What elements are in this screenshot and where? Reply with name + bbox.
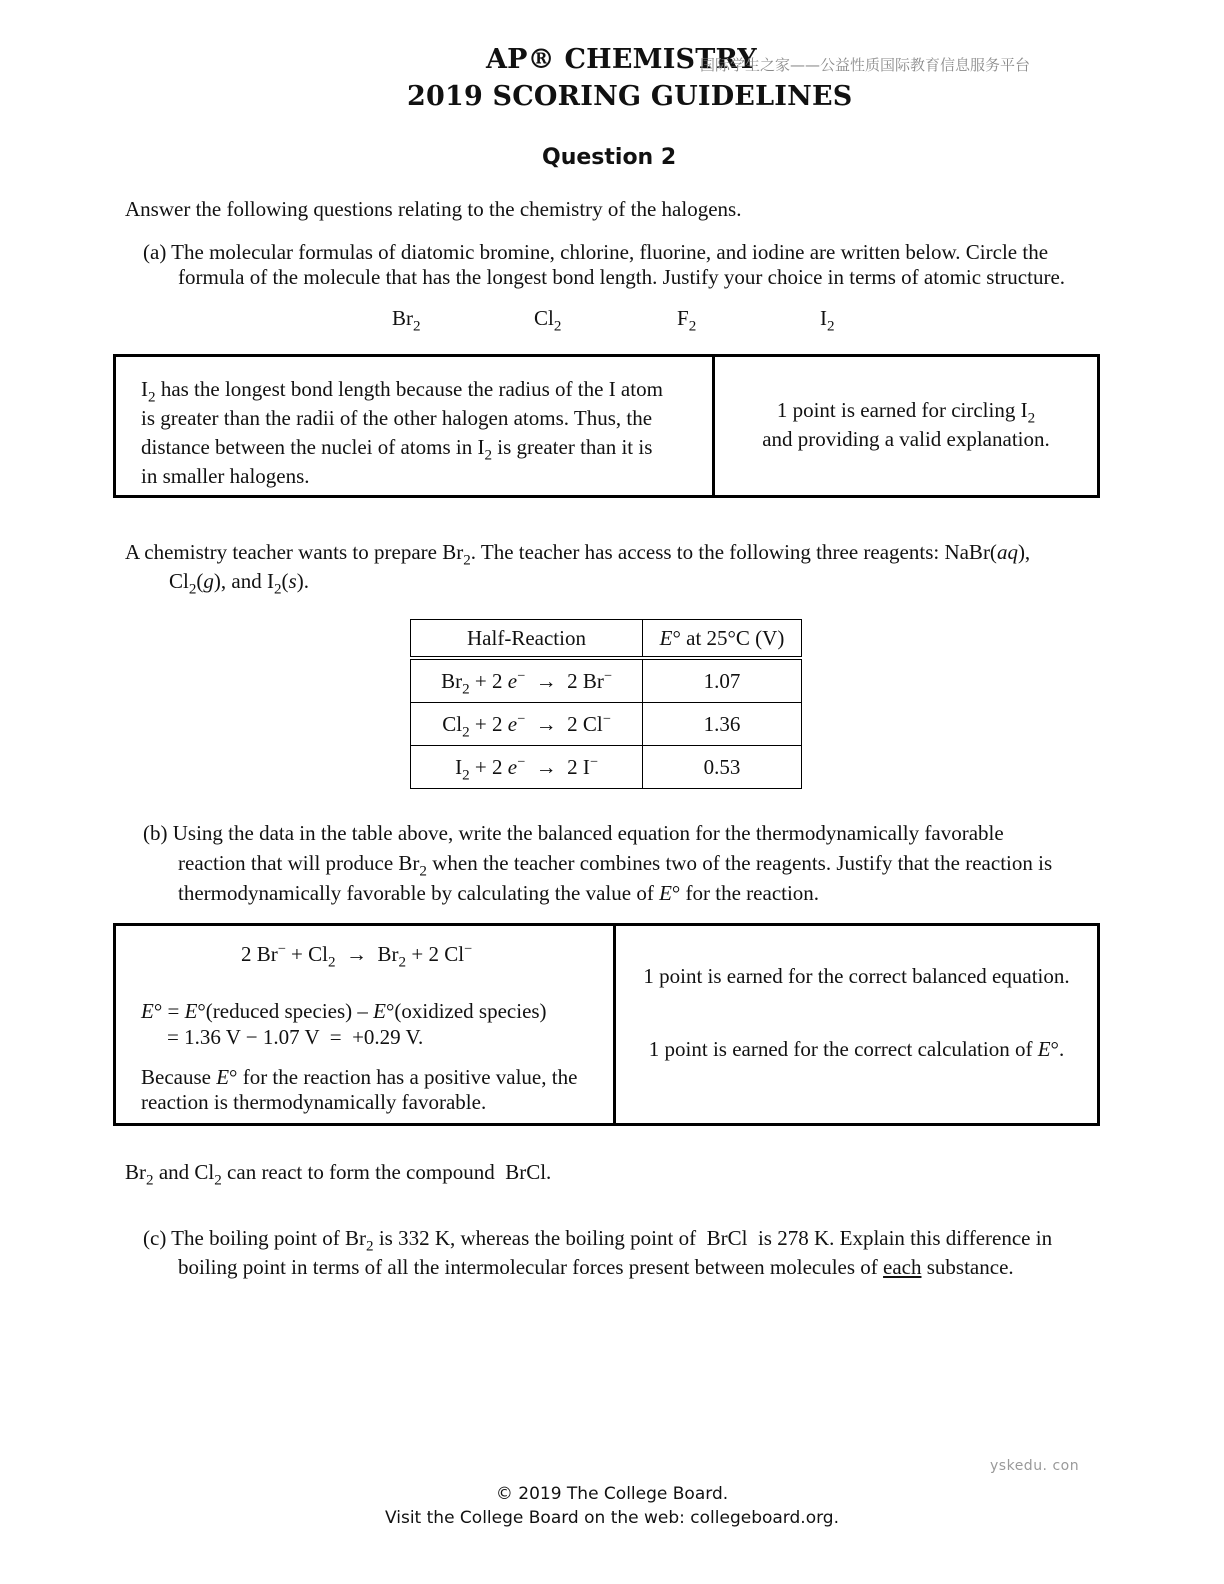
half-reaction-i: $I_2 + 2$ e− → 2 I−	[411, 746, 643, 789]
part-a-scoring-box	[113, 354, 1100, 498]
formula-i2: $I_2$	[820, 306, 835, 335]
table-header-half-reaction: Half-Reaction	[411, 620, 643, 659]
part-b-point-equation: 1 point is earned for the correct balanced equation.	[643, 964, 1070, 988]
half-reaction-table	[410, 619, 802, 789]
e-calc-formula: E° = E°(reduced species) – E°(oxidized species)	[141, 999, 547, 1023]
half-reaction-cl: $Cl_2 + 2$ e− → 2 Cl−	[411, 703, 643, 746]
table-header-row	[411, 620, 802, 659]
formula-br2: $Br_2$	[392, 306, 421, 335]
question-title: Question 2	[542, 145, 677, 170]
header-title: AP® CHEMISTRY	[486, 44, 757, 75]
part-b-prompt-line1: (b) Using the data in the table above, write the balanced equation for the thermodynamically favorable	[143, 821, 1004, 845]
part-b-prompt	[143, 818, 1143, 908]
part-c-prompt-line2: boiling point in terms of all the intermolecular forces present between molecules of each substance.	[178, 1255, 1014, 1279]
part-c-prompt	[143, 1224, 1143, 1282]
part-a-answer-line2: is greater than the radii of the other halogen atoms. Thus, the	[141, 406, 653, 430]
formula-f2: $F_2$	[677, 306, 697, 335]
half-reaction-br: $Br_2 + 2$ e− → 2 Br−	[411, 658, 643, 703]
footer-copyright: © 2019 The College Board.	[495, 1484, 729, 1504]
e-value-br: 1.07	[643, 658, 802, 703]
part-a-answer-line1: $I_2$ has the longest bond length because the radius of the I atom	[141, 377, 663, 406]
header-subtitle: 2019 SCORING GUIDELINES	[407, 81, 853, 112]
part-a-prompt-line2: formula of the molecule that has the longest bond length. Justify your choice in terms of atomic structure.	[178, 265, 1066, 289]
part-b-prompt-line3: thermodynamically favorable by calculating the value of E° for the reaction.	[178, 881, 820, 905]
part-a-points-line1: 1 point is earned for circling $I_2$	[776, 398, 1036, 427]
site-mark: yskedu. con	[990, 1458, 1080, 1474]
part-b-answer	[116, 926, 613, 1123]
table-header-e-value: E° at 25°C (V)	[643, 620, 802, 659]
teacher-context-line2: $Cl_2(g)$, and $I_2(s)$.	[169, 569, 309, 598]
balanced-equation: 2 $Br^- + Cl_2 \to Br_2 + 2$ Cl−	[241, 941, 473, 971]
part-a-prompt	[143, 240, 1143, 290]
teacher-context	[125, 540, 1125, 598]
part-b-point-calculation: 1 point is earned for the correct calculation of E°.	[648, 1037, 1065, 1061]
part-a-points	[712, 357, 1097, 495]
footer	[0, 1482, 1224, 1530]
part-b-scoring-box	[113, 923, 1100, 1126]
table-row	[411, 658, 802, 703]
e-calc-value: = 1.36 V − 1.07 V = +0.29 V.	[167, 1025, 424, 1049]
table-row	[411, 703, 802, 746]
e-value-i: 0.53	[643, 746, 802, 789]
part-b-points	[613, 926, 1097, 1123]
part-a-answer-line3: distance between the nuclei of atoms in $I_2$ is greater than it is	[141, 435, 653, 464]
part-a-answer-line4: in smaller halogens.	[141, 464, 310, 488]
part-a-answer	[116, 357, 712, 495]
table-row	[411, 746, 802, 789]
intro-text: Answer the following questions relating to the chemistry of the halogens.	[125, 197, 742, 221]
brcl-context: $Br_2$ and $Cl_2$ can react to form the compound BrCl.	[125, 1160, 552, 1189]
favorability-explanation	[141, 1065, 577, 1115]
favorability-line2: reaction is thermodynamically favorable.	[141, 1090, 487, 1114]
part-c-prompt-line1: (c) The boiling point of $Br_2$ is 332 K, whereas the boiling point of BrCl is 278 K. Explain this difference in	[143, 1226, 1053, 1255]
part-a-prompt-line1: (a) The molecular formulas of diatomic bromine, chlorine, fluorine, and iodine are written below. Circle the	[143, 240, 1049, 264]
formula-cl2: $Cl_2$	[534, 306, 562, 335]
watermark-text: 国际学生之家——公益性质国际教育信息服务平台	[700, 56, 1031, 74]
part-a-points-line2: and providing a valid explanation.	[762, 427, 1050, 451]
favorability-line1: Because E° for the reaction has a positive value, the	[141, 1065, 578, 1089]
footer-website: Visit the College Board on the web: collegeboard.org.	[385, 1508, 839, 1528]
teacher-context-line1: A chemistry teacher wants to prepare $Br_2$. The teacher has access to the following three reagents: NaBr(aq),	[125, 540, 1031, 569]
part-b-prompt-line2: reaction that will produce $Br_2$ when the teacher combines two of the reagents. Justify that the reaction is	[178, 851, 1053, 880]
e-value-cl: 1.36	[643, 703, 802, 746]
